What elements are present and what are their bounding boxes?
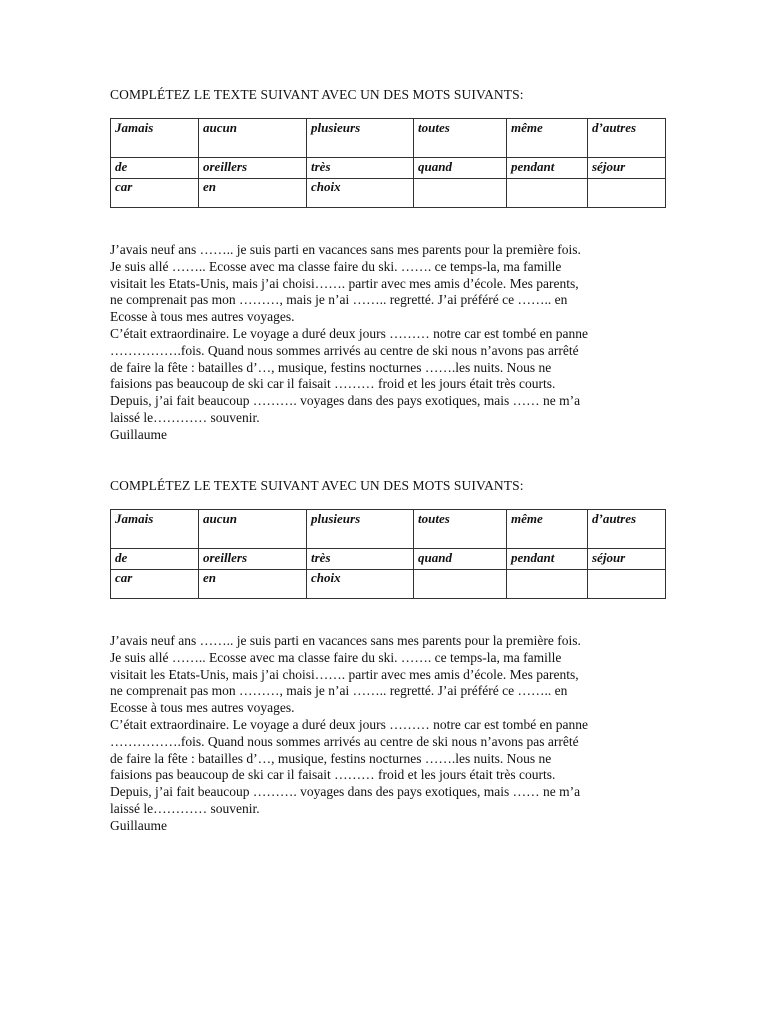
text-line: Depuis, j’ai fait beaucoup ………. voyages dans des pays exotiques, mais …… ne m’a (110, 393, 581, 409)
word-row (111, 158, 666, 179)
word-cell: en (199, 179, 307, 208)
word-row (111, 179, 666, 208)
word-cell: même (507, 119, 588, 158)
text-line: Je suis allé …….. Ecosse avec ma classe faire du ski. ……. ce temps-la, ma famille (110, 649, 562, 665)
word-cell: séjour (588, 158, 666, 179)
instruction-heading: COMPLÉTEZ LE TEXTE SUIVANT AVEC UN DES MOTS SUIVANTS: (110, 478, 524, 493)
text-line: faisions pas beaucoup de ski car il faisait ……… froid et les jours était très courts. (110, 376, 556, 392)
word-row (111, 510, 666, 549)
text-line: …………….fois. Quand nous sommes arrivés au centre de ski nous n’avons pas arrêté (110, 342, 579, 358)
word-cell: Jamais (111, 119, 199, 158)
word-cell: quand (414, 549, 507, 570)
word-cell: plusieurs (307, 510, 414, 549)
word-cell: même (507, 510, 588, 549)
word-cell: très (307, 158, 414, 179)
text-line: Je suis allé …….. Ecosse avec ma classe faire du ski. ……. ce temps-la, ma famille (110, 258, 562, 274)
text-line: C’était extraordinaire. Le voyage a duré deux jours ……… notre car est tombé en panne (110, 325, 588, 341)
word-cell: aucun (199, 510, 307, 549)
word-cell: quand (414, 158, 507, 179)
word-cell: pendant (507, 549, 588, 570)
word-bank-table (110, 118, 666, 208)
word-row (111, 549, 666, 570)
word-cell: aucun (199, 119, 307, 158)
word-cell (588, 570, 666, 599)
text-line: Depuis, j’ai fait beaucoup ………. voyages dans des pays exotiques, mais …… ne m’a (110, 784, 581, 800)
word-cell: choix (307, 570, 414, 599)
word-cell: Jamais (111, 510, 199, 549)
text-line: …………….fois. Quand nous sommes arrivés au centre de ski nous n’avons pas arrêté (110, 733, 579, 749)
text-line: de faire la fête : batailles d’…, musique, festins nocturnes …….les nuits. Nous ne (110, 359, 552, 375)
fill-in-text (110, 242, 670, 444)
word-cell: oreillers (199, 158, 307, 179)
text-line: ne comprenait pas mon ………, mais je n’ai …….. regretté. J’ai préféré ce …….. en (110, 683, 568, 699)
word-cell: plusieurs (307, 119, 414, 158)
exercise-1 (110, 86, 670, 442)
word-cell (588, 179, 666, 208)
word-cell (507, 179, 588, 208)
text-line: de faire la fête : batailles d’…, musique, festins nocturnes …….les nuits. Nous ne (110, 750, 552, 766)
word-cell: d’autres (588, 119, 666, 158)
word-cell: car (111, 179, 199, 208)
word-row (111, 119, 666, 158)
instruction-heading: COMPLÉTEZ LE TEXTE SUIVANT AVEC UN DES MOTS SUIVANTS: (110, 87, 524, 102)
text-line: Ecosse à tous mes autres voyages. (110, 700, 295, 716)
text-line: Ecosse à tous mes autres voyages. (110, 309, 295, 325)
word-cell: très (307, 549, 414, 570)
word-row (111, 570, 666, 599)
word-cell: oreillers (199, 549, 307, 570)
text-line: faisions pas beaucoup de ski car il faisait ……… froid et les jours était très courts. (110, 767, 556, 783)
word-cell: d’autres (588, 510, 666, 549)
word-cell: en (199, 570, 307, 599)
word-cell: toutes (414, 510, 507, 549)
signature-name: Guillaume (110, 426, 167, 442)
word-cell (507, 570, 588, 599)
text-line: ne comprenait pas mon ………, mais je n’ai …….. regretté. J’ai préféré ce …….. en (110, 292, 568, 308)
fill-in-text (110, 633, 670, 835)
text-line: J’avais neuf ans …….. je suis parti en vacances sans mes parents pour la première fois. (110, 633, 581, 648)
word-bank-table (110, 509, 666, 599)
text-line: visitait les Etats-Unis, mais j’ai choisi……. partir avec mes amis d’école. Mes parents, (110, 275, 579, 291)
word-cell (414, 570, 507, 599)
word-cell: de (111, 158, 199, 179)
text-line: visitait les Etats-Unis, mais j’ai choisi……. partir avec mes amis d’école. Mes parents, (110, 666, 579, 682)
word-cell: choix (307, 179, 414, 208)
word-cell: toutes (414, 119, 507, 158)
word-cell: pendant (507, 158, 588, 179)
signature-name: Guillaume (110, 817, 167, 833)
text-line: laissé le………… souvenir. (110, 409, 260, 425)
word-cell (414, 179, 507, 208)
word-cell: car (111, 570, 199, 599)
text-line: J’avais neuf ans …….. je suis parti en vacances sans mes parents pour la première fois. (110, 242, 581, 257)
text-line: laissé le………… souvenir. (110, 800, 260, 816)
exercise-2 (110, 477, 670, 833)
word-cell: séjour (588, 549, 666, 570)
word-cell: de (111, 549, 199, 570)
text-line: C’était extraordinaire. Le voyage a duré deux jours ……… notre car est tombé en panne (110, 716, 588, 732)
